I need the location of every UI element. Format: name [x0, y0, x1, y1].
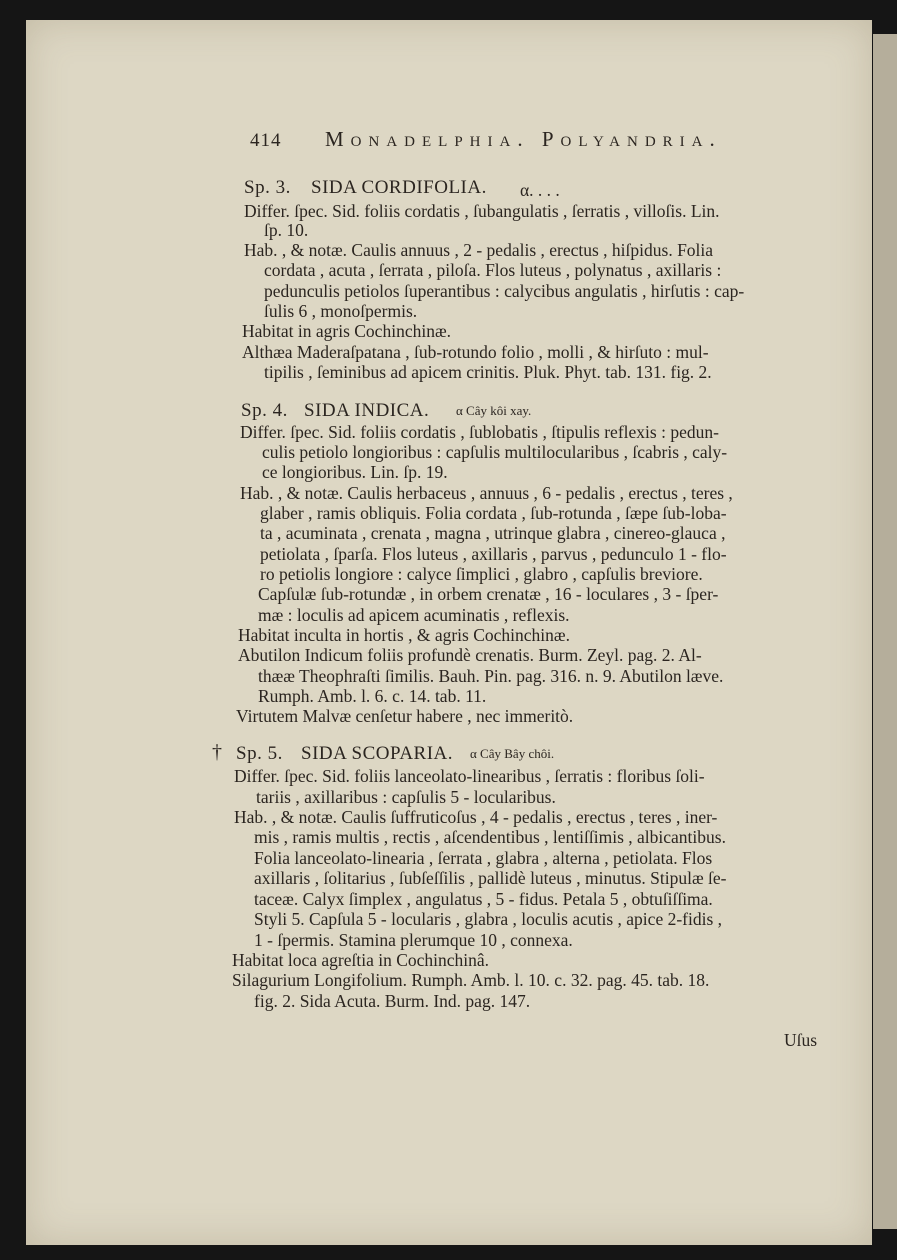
text-line: glaber , ramis obliquis. Folia cordata , ſub-rotunda , ſæpe ſub-loba- — [260, 503, 727, 523]
text-line: Abutilon Indicum foliis profundè crenatis. Burm. Zeyl. pag. 2. Al- — [238, 645, 702, 665]
text-line: Hab. , & notæ. Caulis ſuffruticoſus , 4 - pedalis , erectus , teres , iner- — [234, 807, 718, 827]
text-line: Hab. , & notæ. Caulis annuus , 2 - pedalis , erectus , hiſpidus. Folia — [244, 240, 714, 260]
text-line: ta , acuminata , crenata , magna , utrinque glabra , cinereo-glauca , — [260, 523, 726, 543]
text-line: Folia lanceolato-linearia , ſerrata , glabra , alterna , petiolata. Flos — [254, 848, 713, 868]
text-line: ce longioribus. Lin. ſp. 19. — [262, 462, 448, 482]
species-vernacular: α Cây Bây chôi. — [470, 746, 555, 761]
text-line: mis , ramis multis , rectis , aſcendentibus , lentiſſimis , albicantibus. — [254, 827, 726, 847]
text-line: Hab. , & notæ. Caulis herbaceus , annuus , 6 - pedalis , erectus , teres , — [240, 483, 733, 503]
text-line: Differ. ſpec. Sid. foliis cordatis , ſubangulatis , ſerratis , villoſis. Lin. — [244, 201, 720, 221]
dagger-marker: † — [212, 741, 222, 763]
text-line: ro petiolis longiore : calyce ſimplici , glabro , capſulis breviore. — [260, 564, 703, 584]
text-line: cordata , acuta , ſerrata , piloſa. Flos luteus , polynatus , axillaris : — [264, 260, 722, 280]
text-line: Differ. ſpec. Sid. foliis lanceolato-linearibus , ſerratis : floribus ſoli- — [234, 766, 705, 786]
species-vernacular: α. . . . — [520, 180, 560, 200]
text-line: Virtutem Malvæ cenſetur habere , nec immeritò. — [236, 706, 574, 726]
species-vernacular: α Cây kôi xay. — [456, 403, 532, 418]
page-number: 414 — [250, 130, 282, 151]
text-line: ſulis 6 , monoſpermis. — [264, 301, 418, 321]
text-line: Habitat loca agreſtia in Cochinchinâ. — [232, 950, 490, 970]
text-line: 1 - ſpermis. Stamina plerumque 10 , connexa. — [254, 930, 573, 950]
text-line: mæ : loculis ad apicem acuminatis , reflexis. — [258, 605, 570, 625]
running-title: Monadelphia. Polyandria. — [325, 127, 722, 151]
text-line: Althæa Maderaſpatana , ſub-rotundo folio , molli , & hirſuto : mul- — [242, 342, 709, 362]
text-line: pedunculis petiolos ſuperantibus : calycibus angulatis , hirſutis : cap- — [264, 281, 745, 301]
text-line: tariis , axillaribus : capſulis 5 - locularibus. — [256, 787, 556, 807]
species-name: SIDA CORDIFOLIA. — [311, 177, 487, 198]
text-line: petiolata , ſparſa. Flos luteus , axillaris , parvus , pedunculo 1 - flo- — [260, 544, 727, 564]
text-line: thææ Theophraſti ſimilis. Bauh. Pin. pag. 316. n. 9. Abutilon læve. — [258, 666, 724, 686]
text-line: fig. 2. Sida Acuta. Burm. Ind. pag. 147. — [254, 991, 531, 1011]
catchword: Uſus — [784, 1030, 818, 1050]
species-label: Sp. 3. — [244, 177, 291, 198]
species-name: SIDA INDICA. — [304, 400, 430, 421]
species-label: Sp. 5. — [236, 743, 283, 764]
text-line: Rumph. Amb. l. 6. c. 14. tab. 11. — [258, 686, 487, 706]
text-line: taceæ. Calyx ſimplex , angulatus , 5 - fidus. Petala 5 , obtuſiſſima. — [254, 889, 713, 909]
text-line: Styli 5. Capſula 5 - locularis , glabra , loculis acutis , apice 2-fidis , — [254, 909, 723, 929]
adjacent-page-edge — [873, 34, 897, 1229]
text-line: tipilis , ſeminibus ad apicem crinitis. Pluk. Phyt. tab. 131. fig. 2. — [264, 362, 712, 382]
text-line: ſp. 10. — [264, 220, 309, 240]
text-line: Capſulæ ſub-rotundæ , in orbem crenatæ , 16 - loculares , 3 - ſper- — [258, 584, 719, 604]
text-line: axillaris , ſolitarius , ſubſeſſilis , pallidè luteus , minutus. Stipulæ ſe- — [254, 868, 727, 888]
text-line: culis petiolo longioribus : capſulis multilocularibus , ſcabris , caly- — [262, 442, 728, 462]
text-line: Habitat inculta in hortis , & agris Cochinchinæ. — [238, 625, 570, 645]
species-label: Sp. 4. — [241, 400, 288, 421]
species-name: SIDA SCOPARIA. — [301, 743, 454, 764]
text-line: Habitat in agris Cochinchinæ. — [242, 321, 451, 341]
text-line: Differ. ſpec. Sid. foliis cordatis , ſublobatis , ſtipulis reflexis : pedun- — [240, 422, 719, 442]
text-line: Silagurium Longifolium. Rumph. Amb. l. 10. c. 32. pag. 45. tab. 18. — [232, 970, 710, 990]
